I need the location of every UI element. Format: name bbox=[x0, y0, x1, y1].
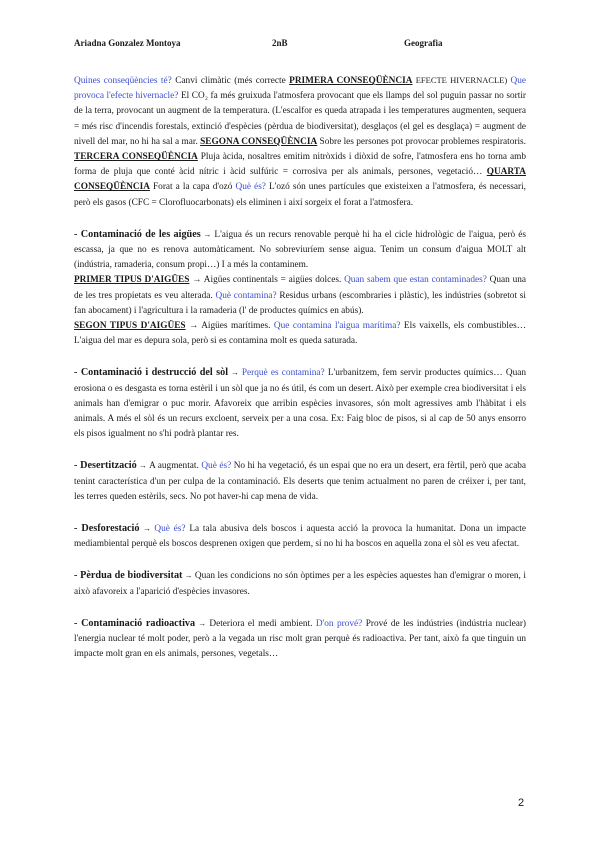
text: → Aigües marítimes. bbox=[185, 321, 274, 332]
text: El CO₂ fa més gruixuda l'atmosfera provocant que els llamps del sol puguin passar no sortir de la terra, provocant un augment de la temperatura. (L'escalfor es queda atrapada i les temperatures augmenten, sequera = més risc d'incendis forestals, extinció d'espècies (pèrdua de biodiversitat), desglaços (el gel es desglaça) = augment de nivell del mar, no hi ha sal a mar. bbox=[74, 91, 526, 147]
text: No hi ha vegetació, és un espai que no era un desert, era fèrtil, però que acaba tenint característica d'un per culpa de la contaminació. Els deserts que tenim actualment no paren de créixer i, per tant, les terres queden estèrils, secs. No pot haver-hi cap mena de vida. bbox=[74, 461, 526, 502]
water-type-2 bbox=[74, 319, 526, 349]
desertification-section bbox=[74, 458, 526, 505]
water-type-1 bbox=[74, 273, 526, 319]
text: Quan les condicions no són òptimes per a les espècies aquestes han d'emigrar o moren, i això afavoreix a l'aparició d'espècies invasores. bbox=[74, 571, 526, 597]
arrow-icon: → bbox=[195, 618, 210, 628]
text: Residus urbans (escombraries i plàstic), les indústries (sobretot si fan abocament) i l'agricultura i la ramaderia (l' de productes químics en abús). bbox=[74, 290, 526, 316]
third-consequence-heading: TERCERA CONSEQÜÈNCIA bbox=[74, 152, 198, 163]
question: Quan sabem que estan contaminades? bbox=[344, 275, 487, 286]
text: EFECTE HIVERNACLE) bbox=[412, 75, 511, 85]
page-number: 2 bbox=[518, 797, 525, 809]
text: → Aigües continentals = aigües dolces. bbox=[189, 275, 345, 286]
section-heading: - Pèrdua de biodiversitat bbox=[74, 570, 183, 582]
text: L'ozó són unes partícules que existeixen a l'atmosfera, és necessari, però els gasos (CFC = Clorofluocarbonats) els eliminen i així sorgeix el forat a l'atmosfera. bbox=[74, 182, 526, 208]
subject-label: Geografia bbox=[404, 38, 443, 48]
arrow-icon: → bbox=[182, 571, 195, 581]
first-consequence-heading: PRIMERA CONSEQÜÈNCIA bbox=[289, 76, 413, 86]
text: L'aigua és un recurs renovable perquè hi ha el cicle hidrològic de l'aigua, però és escassa, ja que no es renova automàticament. No sobreviuríem sense aigua. Tenim un consum d'aigua MOLT alt (indústria, ramaderia, consum propi…) I a més la contaminem. bbox=[74, 229, 527, 271]
section-heading: - Desertització bbox=[74, 460, 137, 472]
deforestation-section bbox=[74, 521, 526, 552]
fourth-consequence-heading: QUARTA CONSEQÜÈNCIA bbox=[74, 167, 526, 193]
arrow-icon: → bbox=[136, 461, 150, 471]
arrow-icon: → bbox=[200, 229, 215, 239]
text: Quan una de les tres propietats es veu alterada. bbox=[74, 275, 527, 301]
section-heading: - Desforestació bbox=[74, 523, 140, 535]
text: Prové de les indústries (indústria nuclear) l'energia nuclear té molt poder, però a la vegada un risc molt gran perquè és radioactiva. Per tant, això fa que tinguin un impacte molt gran en els animals, persones, vegetals… bbox=[74, 618, 527, 660]
question: Què és? bbox=[154, 524, 186, 535]
soil-section bbox=[74, 365, 526, 442]
text: Forat a la capa d'ozó bbox=[149, 182, 236, 193]
question: Què és? bbox=[201, 461, 232, 472]
question: Quines conseqüències té? bbox=[74, 76, 172, 86]
question: Perquè es contamina? bbox=[241, 368, 325, 379]
text: L'urbanitzem, fem servir productes químics… Quan erosiona o es desgasta es torna estèril i un sòl que ja no és útil, és com un desert. Això per exemple crea biodiversitat i els animals han d'emigrar o puc morir. Afavoreix que arribin espècies invasores, són molt agressives amb l'hàbitat i els animals. A més el sòl és un recurs excloent, serveix per a una cosa. Ex: Faig bloc de pisos, si al cap de 50 anys ensorro els pisos igualment no s'hi podrà plantar res. bbox=[74, 368, 526, 440]
question: Que provoca l'efecte hivernacle? bbox=[74, 76, 526, 102]
radioactive-section bbox=[74, 616, 526, 663]
text: La tala abusiva dels boscos i aquesta acció la provoca la humanitat. Dona un impacte mediambiental perquè els boscos desprenen oxigen que perdem, si no hi ha boscos en aquella zona el sòl es veu afectat. bbox=[74, 524, 526, 550]
water-section bbox=[74, 227, 526, 274]
second-consequence-heading: SEGONA CONSEQÜÈNCIA bbox=[200, 136, 318, 147]
section-heading: - Contaminació i destrucció del sòl bbox=[74, 367, 229, 379]
subheading: SEGON TIPUS D'AIGÜES bbox=[74, 321, 186, 332]
text: A augmentat. bbox=[149, 461, 202, 472]
arrow-icon: → bbox=[139, 524, 155, 534]
text: Canvi climàtic (més correcte bbox=[171, 76, 290, 86]
question: Que contamina l'aigua marítima? bbox=[273, 321, 401, 332]
biodiversity-section bbox=[74, 568, 526, 599]
section-heading: - Contaminació radioactiva bbox=[74, 617, 196, 629]
section-heading: - Contaminació de les aigües bbox=[74, 228, 201, 240]
question: Què és? bbox=[235, 182, 266, 193]
author-name: Ariadna Gonzalez Montoya bbox=[74, 38, 181, 48]
document-body bbox=[74, 73, 526, 663]
question: D'on prové? bbox=[315, 618, 363, 629]
text: Pluja àcida, nosaltres emitim nitròxids i diòxid de sofre, l'atmosfera ens ho torna amb forma de pluja que conté àcid nítric i àcid sulfúric = corrosiva per als animals, persones, vegetació… bbox=[74, 152, 526, 178]
text: Sobre les persones pot provocar problemes respiratoris. bbox=[317, 136, 526, 147]
text: Deteriora el medi ambient. bbox=[209, 618, 316, 629]
arrow-icon: → bbox=[228, 368, 242, 378]
text: Els vaixells, els combustibles… L'aigua del mar es depura sola, però si es contamina molt es queda saturada. bbox=[74, 321, 527, 347]
consequences-paragraph bbox=[74, 73, 526, 211]
subheading: PRIMER TIPUS D'AIGÜES bbox=[74, 275, 190, 286]
question: Què contamina? bbox=[215, 290, 277, 301]
class-label: 2nB bbox=[272, 38, 288, 48]
